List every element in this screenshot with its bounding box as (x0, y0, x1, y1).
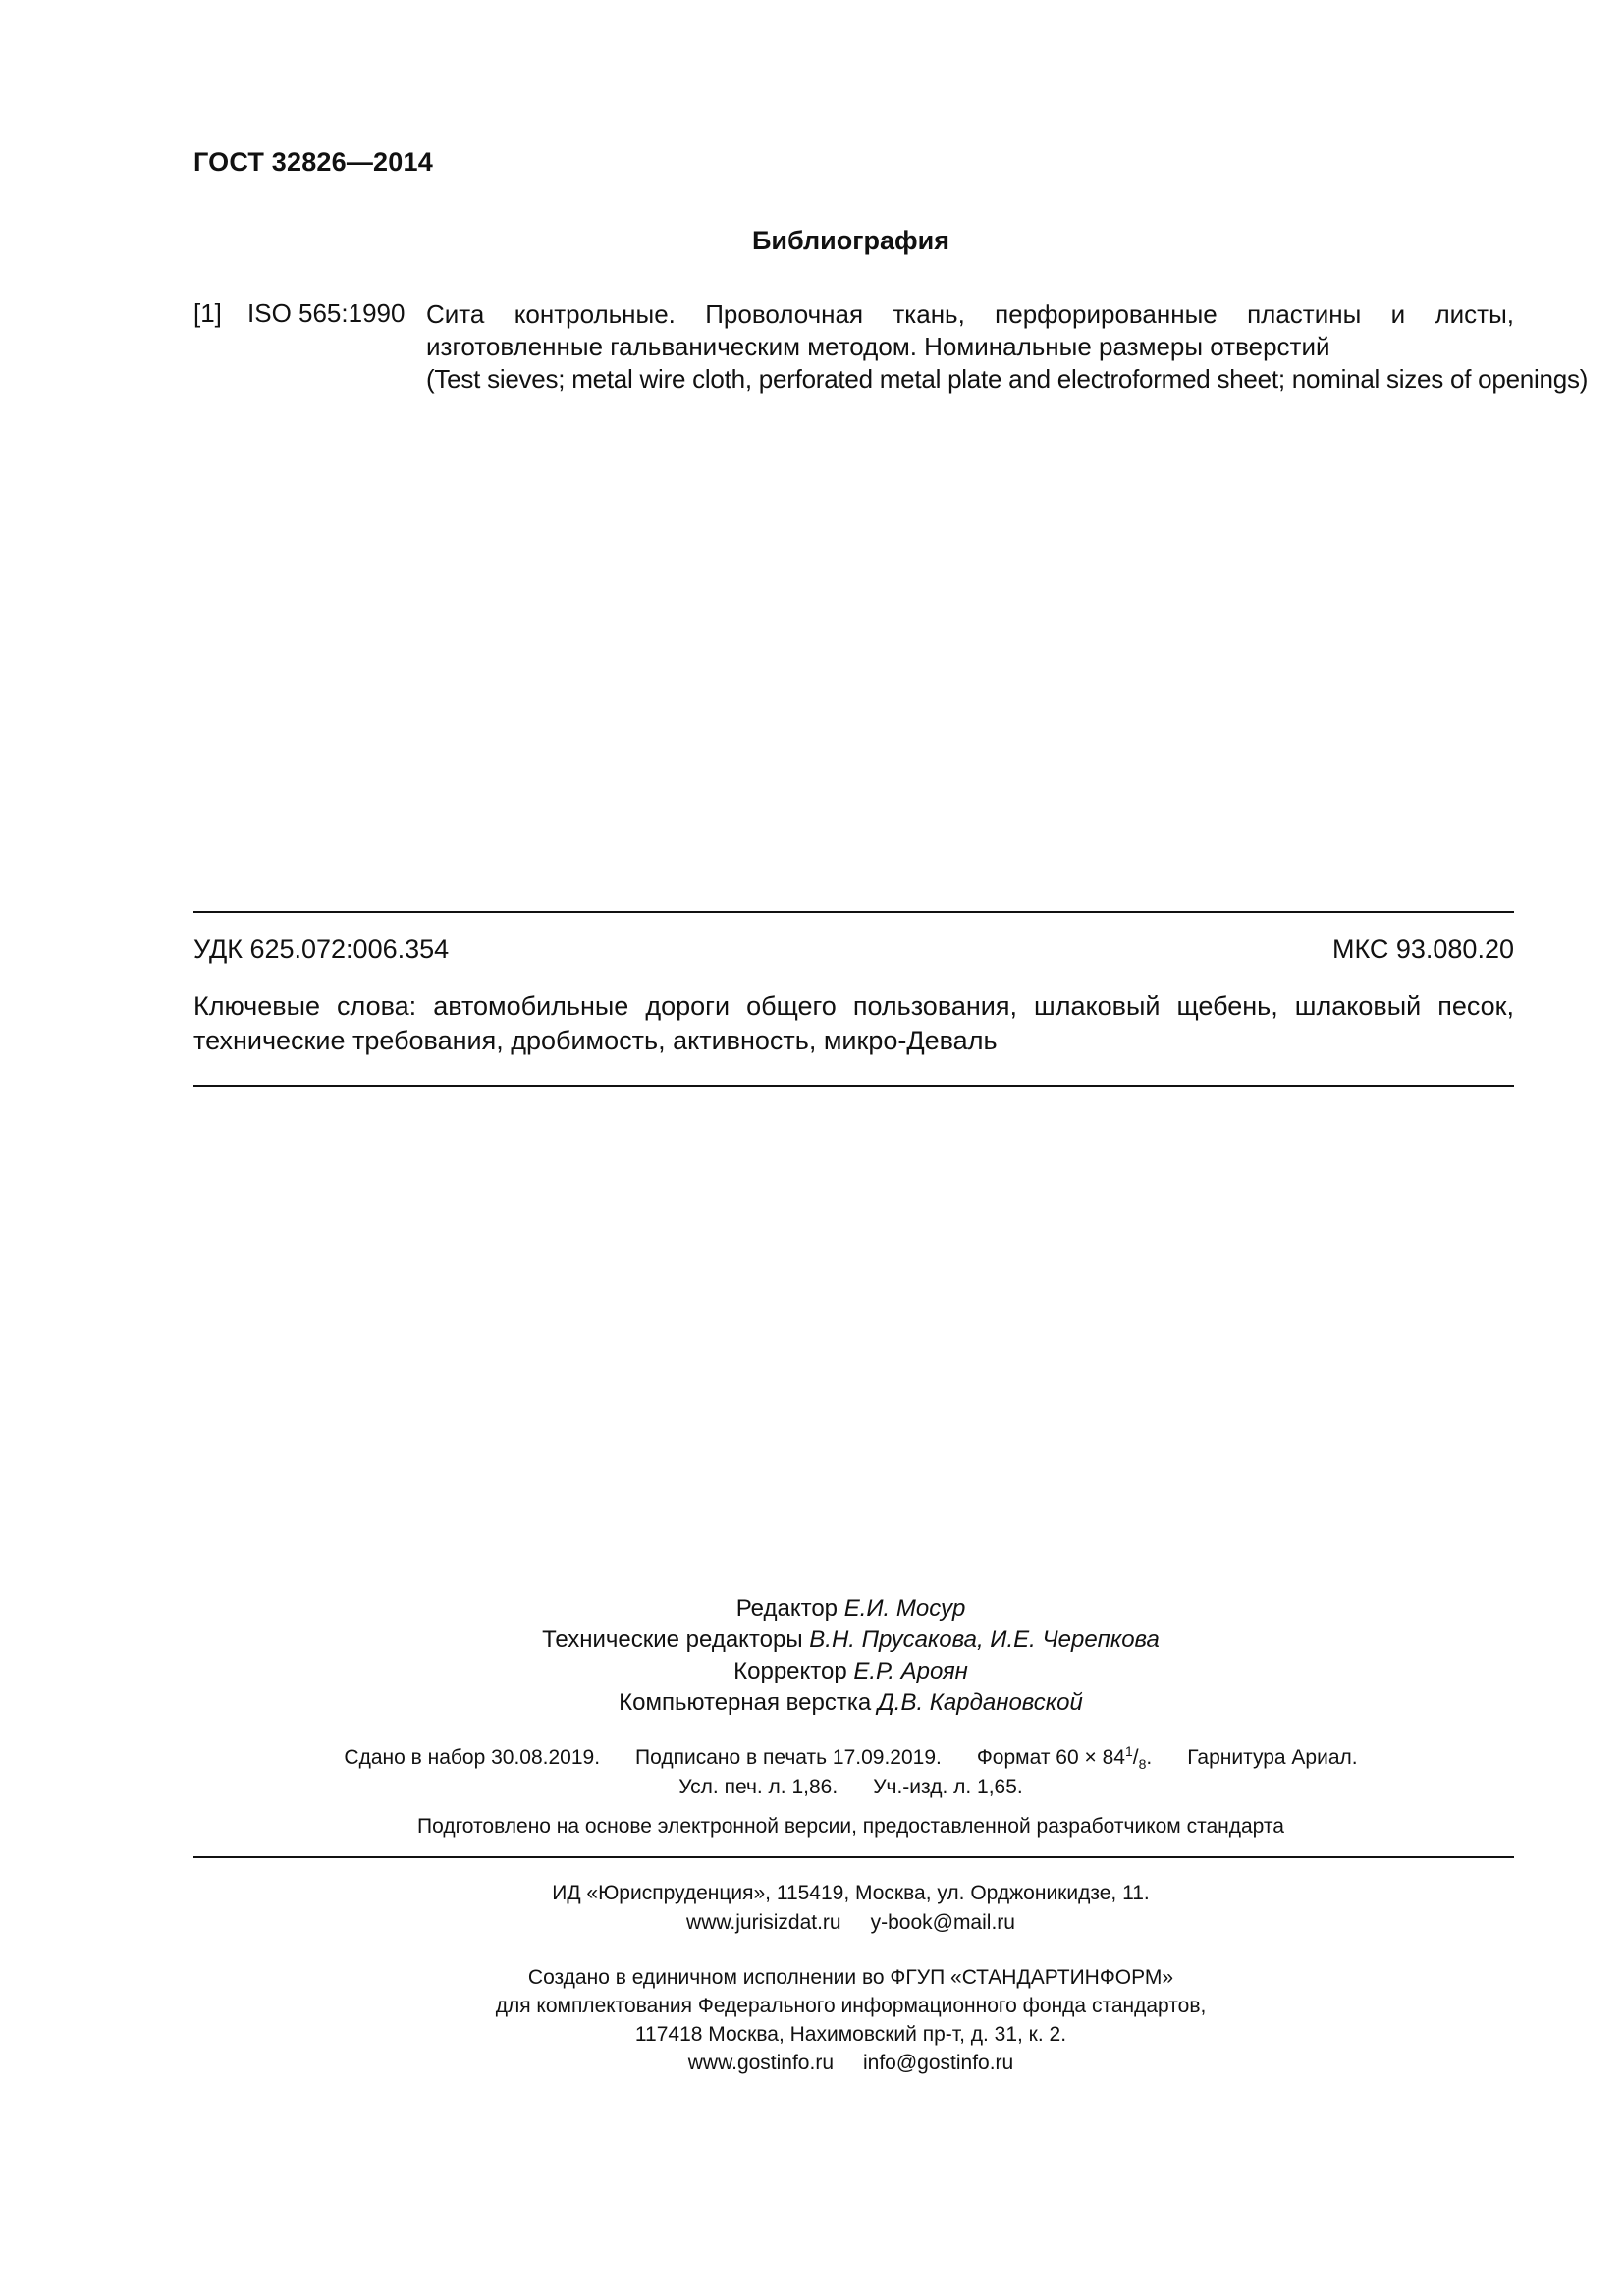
reference-number: [1] (193, 298, 222, 328)
created-block (0, 1963, 1624, 2077)
document-number: ГОСТ 32826—2014 (193, 147, 433, 177)
format-denominator: 8 (1138, 1756, 1147, 1773)
layout-name: Д.В. Кардановской (877, 1689, 1083, 1716)
mks-code: МКС 93.080.20 (1331, 934, 1514, 964)
divider-bottom (193, 1856, 1514, 1858)
corrector-line (0, 1656, 1624, 1687)
editor-line (0, 1593, 1624, 1625)
reference-entry (426, 298, 1589, 396)
layout-line (0, 1687, 1624, 1719)
bibliography-title: Библиография (752, 226, 949, 255)
publisher-contacts (0, 1908, 1624, 1938)
format-prefix: Формат 60 × 84 (976, 1746, 1125, 1769)
print-info-line-2 (0, 1773, 1624, 1802)
signed-date: Подписано в печать 17.09.2019. (635, 1746, 942, 1769)
keywords: Ключевые слова: автомобильные дороги общего пользования, шлаковый щебень, шлаковый песок, технические требования, дробимость, активность, микро-Деваль (193, 991, 1514, 1055)
prepared-note: Подготовлено на основе электронной версии, предоставленной разработчиком стандарта (417, 1815, 1284, 1838)
created-contacts (0, 2049, 1624, 2077)
divider-top (193, 911, 1514, 913)
divider-keywords (193, 1085, 1514, 1087)
credits-block (0, 1593, 1624, 1719)
sent-date: Сдано в набор 30.08.2019. (344, 1746, 601, 1769)
corrector-name: Е.Р. Ароян (853, 1658, 968, 1684)
print-info (0, 1743, 1624, 1802)
reference-code: ISO 565:1990 (247, 298, 406, 328)
print-sheets: Усл. печ. л. 1,86. (678, 1776, 839, 1798)
created-line-2: для комплектования Федерального информационного фонда стандартов, (495, 1995, 1207, 2017)
publisher-sheets: Уч.-изд. л. 1,65. (873, 1776, 1023, 1798)
layout-label: Компьютерная верстка (619, 1689, 872, 1716)
corrector-label: Корректор (733, 1658, 847, 1684)
publisher-address: ИД «Юриспруденция», 115419, Москва, ул. Орджоникидзе, 11. (552, 1882, 1150, 1904)
publisher-email: y-book@mail.ru (870, 1911, 1015, 1934)
tech-editors-label: Технические редакторы (542, 1627, 803, 1653)
created-site: www.gostinfo.ru (687, 2052, 834, 2074)
udk-code: УДК 625.072:006.354 (193, 934, 450, 964)
created-line-3: 117418 Москва, Нахимовский пр-т, д. 31, к. 2. (634, 2023, 1067, 2046)
print-info-line-1 (0, 1743, 1624, 1773)
tech-editors-line (0, 1625, 1624, 1656)
format-suffix: . (1146, 1746, 1153, 1769)
reference-title-ru: Сита контрольные. Проволочная ткань, перфорированные пластины и листы, изготовленные гальваническим методом. Номинальные размеры отверстий (426, 299, 1514, 361)
created-email: info@gostinfo.ru (863, 2052, 1014, 2074)
created-line-1: Создано в единичном исполнении во ФГУП «СТАНДАРТИНФОРМ» (527, 1966, 1174, 1989)
editor-name: Е.И. Мосур (843, 1595, 966, 1622)
format-numerator: 1 (1124, 1743, 1133, 1759)
publisher-site: www.jurisizdat.ru (686, 1911, 841, 1934)
editor-label: Редактор (735, 1595, 839, 1622)
reference-title-en: (Test sieves; metal wire cloth, perforated metal plate and electroformed sheet; nominal sizes of openings) (426, 364, 1589, 394)
format-separator: / (1132, 1746, 1139, 1769)
typeface: Гарнитура Ариал. (1187, 1746, 1358, 1769)
tech-editors-names: В.Н. Прусакова, И.Е. Черепкова (809, 1627, 1160, 1653)
publisher-block (0, 1879, 1624, 1938)
format-info (976, 1743, 1153, 1773)
